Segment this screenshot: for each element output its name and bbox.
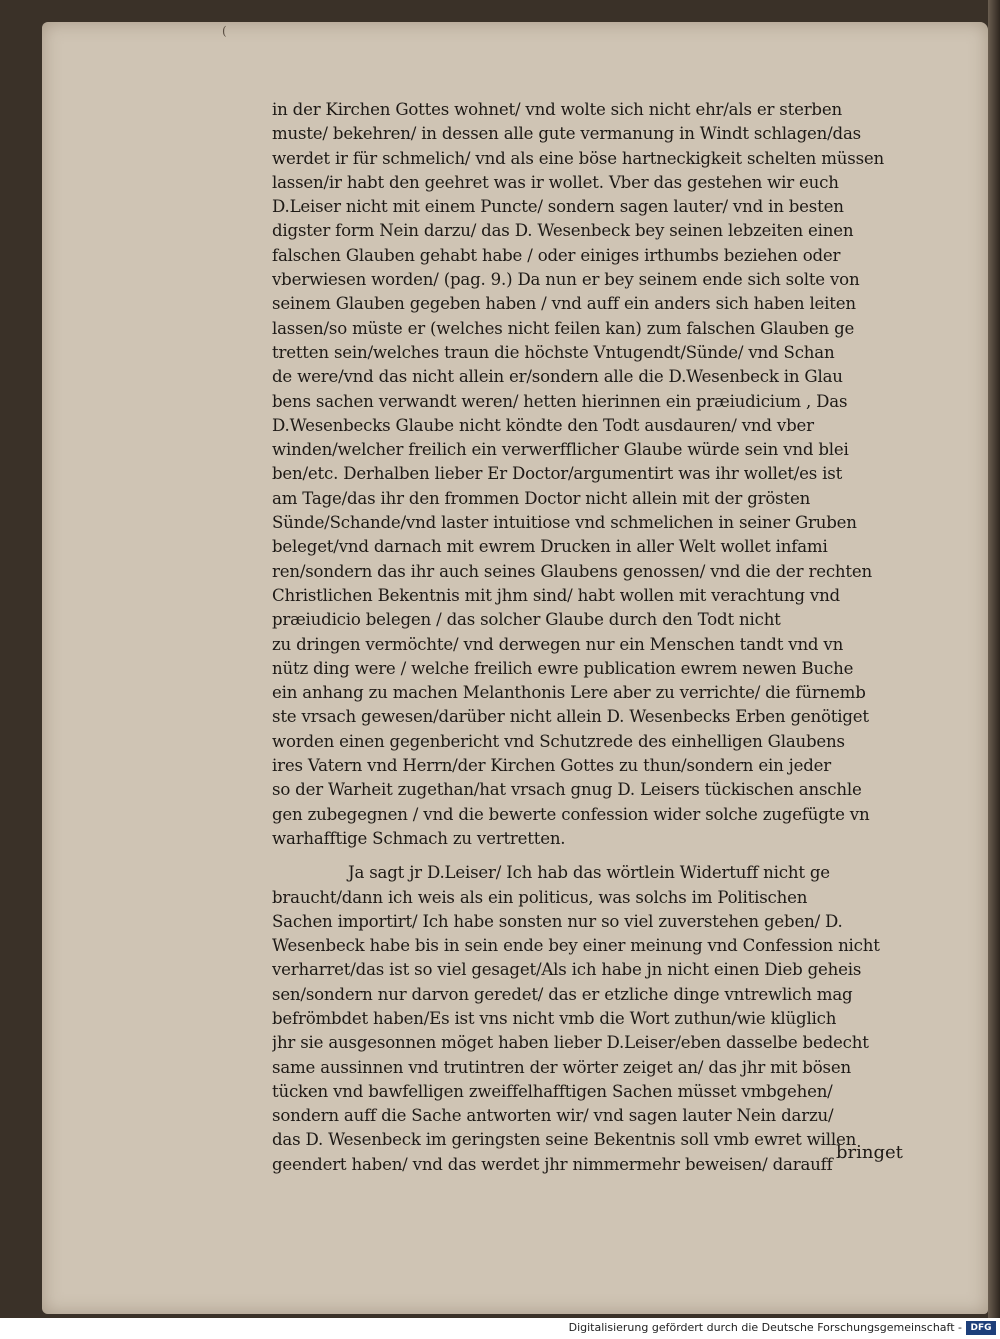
dfg-credit-text: Digitalisierung gefördert durch die Deutsche Forschungsgemeinschaft -	[568, 1321, 962, 1334]
text-line: muste/ bekehren/ in dessen alle gute vermanung in Windt schlagen/das	[272, 124, 861, 144]
text-line: in der Kirchen Gottes wohnet/ vnd wolte sich nicht ehr/als er sterben	[272, 100, 842, 119]
text-line: sen/sondern nur darvon geredet/ das er etzliche dinge vntrewlich mag	[272, 984, 853, 1004]
text-line: braucht/dann ich weis als ein politicus, was solchs im Politischen	[272, 887, 808, 907]
text-line: ste vrsach gewesen/darüber nicht allein D. Wesenbecks Erben genötiget	[272, 707, 869, 727]
text-line: de were/vnd das nicht allein er/sondern alle die D.Wesenbeck in Glau	[272, 367, 843, 387]
text-line: tretten sein/welches traun die höchste Vntugendt/Sünde/ vnd Schan	[272, 342, 835, 362]
text-line: Sünde/Schande/vnd laster intuitiose vnd schmelichen in seiner Gruben	[272, 513, 857, 533]
dfg-logo: DFG	[966, 1321, 996, 1335]
text-line: tücken vnd bawfelligen zweiffelhafftigen Sachen müsset vmbgehen/	[272, 1081, 833, 1101]
text-line: lassen/so müste er (welches nicht feilen kan) zum falschen Glauben ge	[272, 318, 855, 338]
text-line: werdet ir für schmelich/ vnd als eine böse hartneckigkeit schelten müssen	[272, 148, 885, 168]
text-line: digster form Nein darzu/ das D. Wesenbeck bey seinen lebzeiten einen	[272, 221, 854, 241]
text-line: lassen/ir habt den geehret was ir wollet. Vber das gestehen wir euch	[272, 172, 839, 192]
text-line: D.Leiser nicht mit einem Puncte/ sondern sagen lauter/ vnd in besten	[272, 197, 844, 217]
text-line: seinem Glauben gegeben haben / vnd auff ein anders sich haben leiten	[272, 294, 856, 314]
text-line: jhr sie ausgesonnen möget haben lieber D.Leiser/eben dasselbe bedecht	[272, 1033, 869, 1053]
text-line: winden/welcher freilich ein verwerfflicher Glaube würde sein vnd blei	[272, 440, 849, 460]
text-line: nütz ding were / welche freilich ewre publication ewrem newen Buche	[272, 658, 854, 678]
text-line: ein anhang zu machen Melanthonis Lere aber zu verrichte/ die fürnemb	[272, 683, 866, 703]
text-line: so der Warheit zugethan/hat vrsach gnug D. Leisers tückischen anschle	[272, 780, 862, 800]
text-line: same aussinnen vnd trutintren der wörter zeiget an/ das jhr mit bösen	[272, 1057, 851, 1077]
page-edge	[988, 0, 1000, 1318]
text-line: warhafftige Schmach zu vertretten.	[272, 828, 566, 848]
text-line: verharret/das ist so viel gesaget/Als ich habe jn nicht einen Dieb geheis	[272, 960, 862, 980]
text-line: worden einen gegenbericht vnd Schutzrede des einhelligen Glaubens	[272, 731, 845, 751]
text-line: bens sachen verwandt weren/ hetten hierinnen ein præiudicium , Das	[272, 391, 848, 411]
text-line: ben/etc. Derhalben lieber Er Doctor/argumentirt was ihr wollet/es ist	[272, 464, 843, 484]
text-line: Sachen importirt/ Ich habe sonsten nur so viel zuverstehen geben/ D.	[272, 911, 843, 931]
text-line: das D. Wesenbeck im geringsten seine Bekentnis soll vmb ewret willen	[272, 1130, 857, 1150]
text-line: ires Vatern vnd Herrn/der Kirchen Gottes zu thun/sondern ein jeder	[272, 756, 832, 776]
text-line: falschen Glauben gehabt habe / oder einiges irthumbs beziehen oder	[272, 245, 841, 265]
footer-bar	[0, 1318, 1000, 1339]
text-line: vberwiesen worden/ (pag. 9.) Da nun er bey seinem ende sich solte von	[272, 270, 860, 290]
text-line: D.Wesenbecks Glaube nicht köndte den Todt ausdauren/ vnd vber	[272, 415, 814, 435]
text-line: Wesenbeck habe bis in sein ende bey einer meinung vnd Confession nicht	[272, 936, 880, 956]
text-line: am Tage/das ihr den frommen Doctor nicht allein mit der grösten	[272, 488, 811, 508]
text-line: zu dringen vermöchte/ vnd derwegen nur ein Menschen tandt vnd vn	[272, 634, 844, 654]
text-line: ren/sondern das ihr auch seines Glaubens genossen/ vnd die der rechten	[272, 561, 872, 581]
text-line: Ja sagt jr D.Leiser/ Ich hab das wörtlein Widertuff nicht ge	[348, 863, 830, 883]
text-line: sondern auff die Sache antworten wir/ vnd sagen lauter Nein darzu/	[272, 1106, 834, 1126]
document-body	[272, 98, 940, 1177]
text-line: befrömbdet haben/Es ist vns nicht vmb die Wort zuthun/wie klüglich	[272, 1008, 837, 1028]
text-line: Christlichen Bekentnis mit jhm sind/ habt wollen mit verachtung vnd	[272, 585, 840, 605]
text-line: gen zubegegnen / vnd die bewerte confession wider solche zugefügte vn	[272, 804, 870, 824]
text-line: beleget/vnd darnach mit ewrem Drucken in aller Welt wollet infami	[272, 537, 828, 557]
text-line: geendert haben/ vnd das werdet jhr nimmermehr beweisen/ darauff	[272, 1154, 833, 1174]
text-line: præiudicio belegen / das solcher Glaube durch den Todt nicht	[272, 610, 781, 630]
page-mark: (	[222, 24, 227, 38]
catchword: bringet	[836, 1142, 903, 1163]
